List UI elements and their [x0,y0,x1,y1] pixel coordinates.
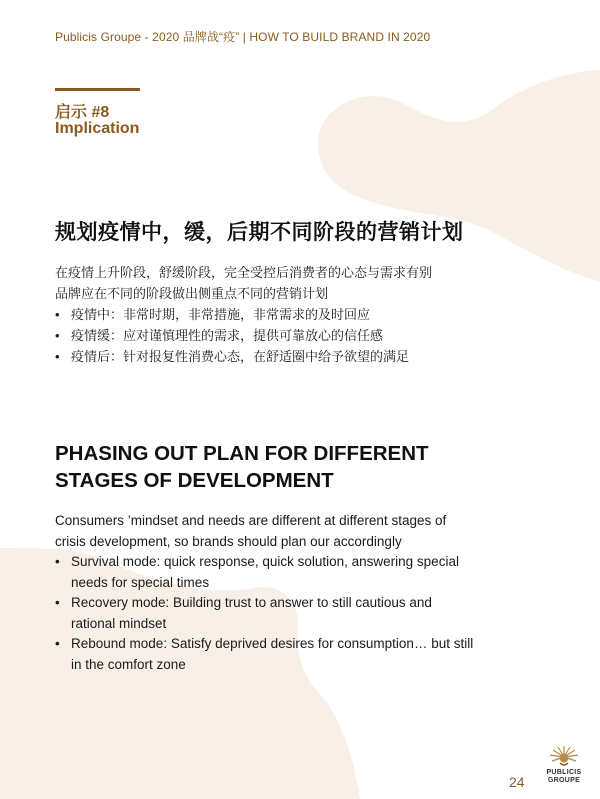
cn-intro-line: 在疫情上升阶段，舒缓阶段，完全受控后消费者的心态与需求有别 [55,265,433,280]
en-bullet-list [55,552,535,675]
publicis-groupe-logo [540,743,588,785]
en-bullet-item [55,593,535,634]
cn-intro-line: 品牌应在不同的阶段做出侧重点不同的营销计划 [55,286,329,301]
en-heading [55,440,535,494]
cn-bullet-list [55,304,555,367]
cn-bullet-item: • 疫情缓：应对谨慎理性的需求，提供可靠放心的信任感 [55,325,555,346]
en-bullet-line: • Survival mode: quick response, quick solution, answering special [71,554,459,569]
en-bullet-line: needs for special times [71,574,210,590]
cn-bullet-item: • 疫情中：非常时期，非常措施，非常需求的及时回应 [55,304,555,325]
en-bullet-line: • Recovery mode: Building trust to answer to still cautious and [71,595,432,610]
en-intro-line: crisis development, so brands should plan our accordingly [55,533,402,549]
page-number: 24 [509,774,525,790]
background-blob-top-right [318,70,600,282]
en-intro-line: Consumers ’mindset and needs are different at different stages of [55,513,447,528]
en-bullet-item [55,552,535,593]
logo-text-line1: PUBLICIS [546,769,582,776]
cn-heading: 规划疫情中，缓，后期不同阶段的营销计划 [55,221,464,244]
en-bullet-item [55,634,535,675]
logo-text-line2: GROUPE [547,777,581,784]
page-header: Publicis Groupe - 2020 品牌战“疫” | HOW TO BUILD BRAND IN 2020 [55,30,431,44]
section-label-cn: 启示 #8 [55,104,110,121]
en-bullet-line: rational mindset [71,615,167,631]
en-heading-line: STAGES OF DEVELOPMENT [55,469,334,492]
en-heading-line: PHASING OUT PLAN FOR DIFFERENT [55,442,429,465]
section-label-en: Implication [55,120,140,137]
en-body [55,511,535,675]
en-bullet-line: • Rebound mode: Satisfy deprived desires for consumption… but still [71,636,474,651]
cn-bullet-item: • 疫情后：针对报复性消费心态，在舒适圈中给予欲望的满足 [55,346,555,367]
section-accent-line [55,88,140,91]
cn-body [55,262,555,367]
en-bullet-line: in the comfort zone [71,656,186,672]
lion-emblem-icon [547,743,581,769]
